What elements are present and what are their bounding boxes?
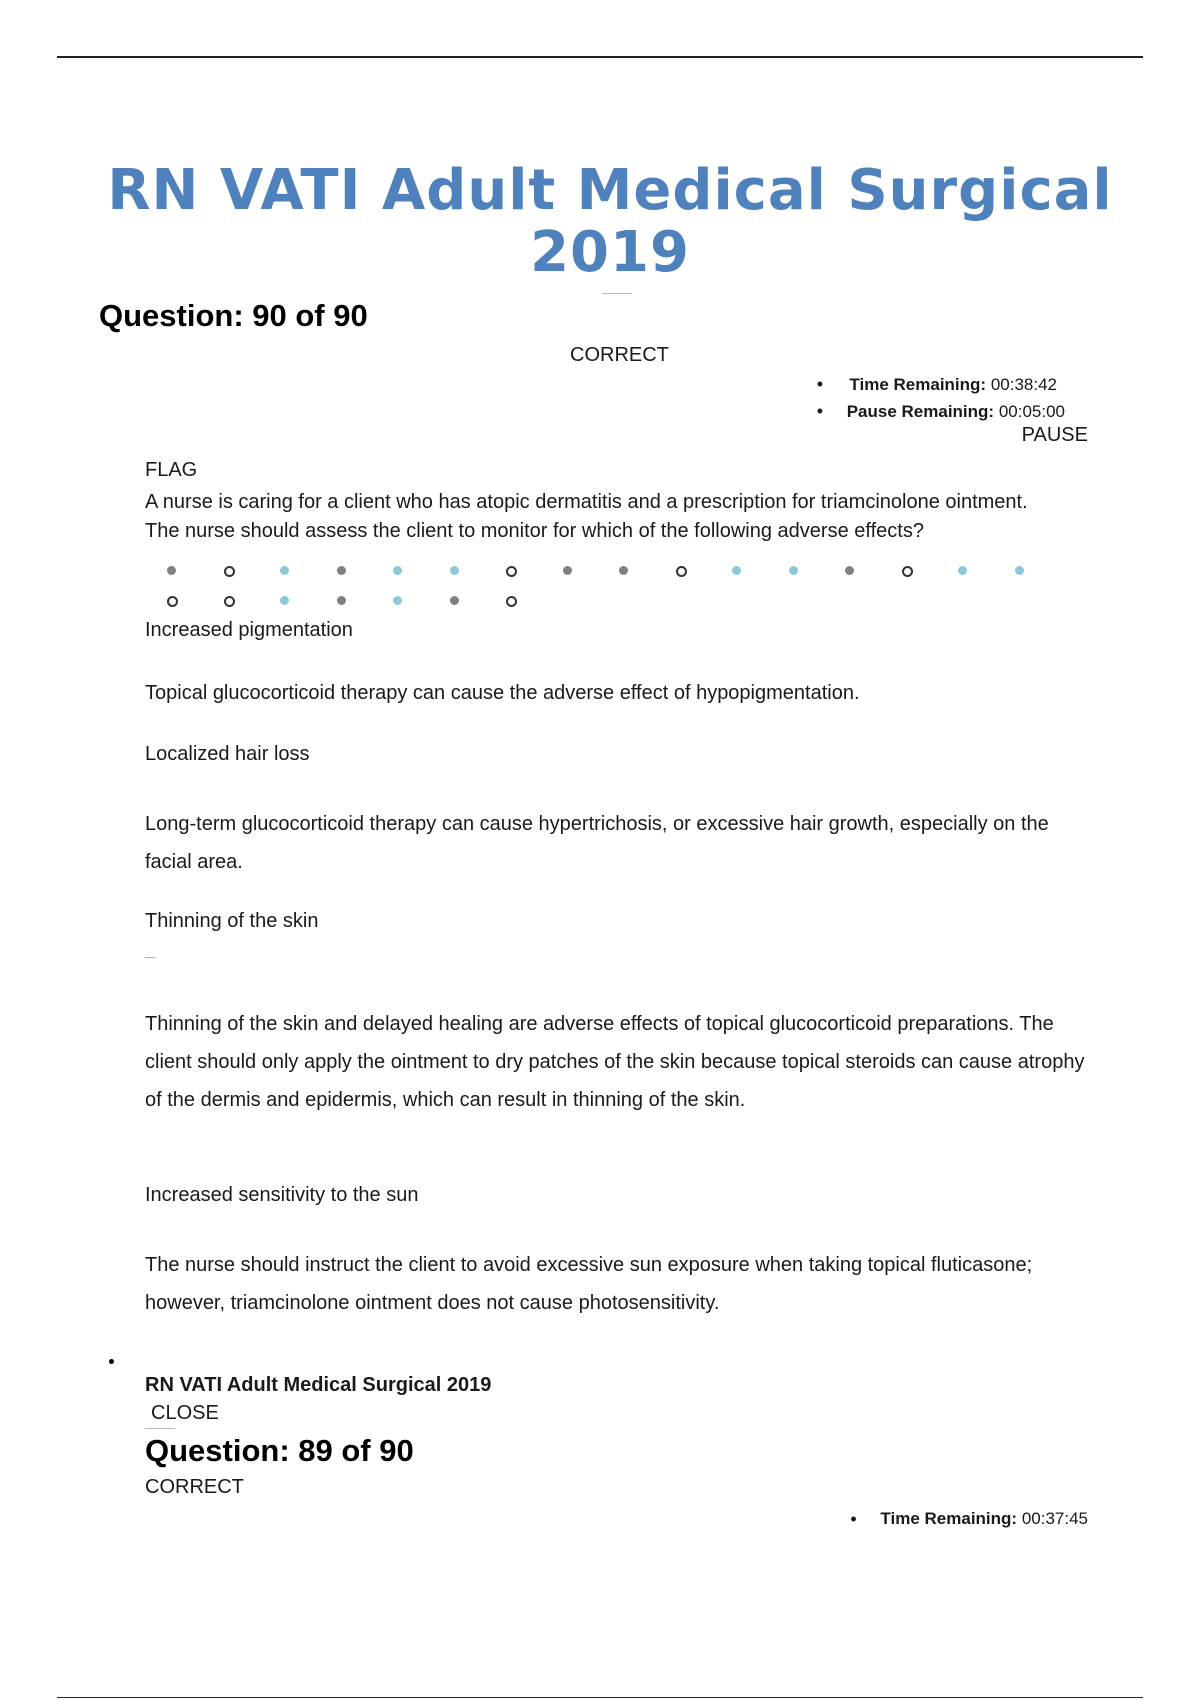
question-stem: A nurse is caring for a client who has atopic dermatitis and a prescription for triamcinolone ointment. The nurse should assess the client to monitor for which of the following adverse effects? xyxy=(145,491,1028,542)
status-correct: CORRECT xyxy=(570,344,669,366)
divider xyxy=(145,957,155,958)
next-section-title: RN VATI Adult Medical Surgical 2019 xyxy=(145,1374,492,1396)
option-3[interactable]: Thinning of the skin xyxy=(145,910,319,932)
progress-dot[interactable] xyxy=(337,566,346,575)
progress-dot[interactable] xyxy=(393,596,402,605)
document-title: RN VATI Adult Medical Surgical 2019 xyxy=(107,158,1113,285)
pause-remaining-value: 00:05:00 xyxy=(998,402,1065,421)
progress-dot[interactable] xyxy=(676,566,687,577)
progress-dot[interactable] xyxy=(732,566,741,575)
progress-dot[interactable] xyxy=(393,566,402,575)
pause-remaining-label: Pause Remaining: xyxy=(846,402,995,421)
rationale-2: Long-term glucocorticoid therapy can cause hypertrichosis, or excessive hair growth, especially on the facial area. xyxy=(145,813,1049,873)
progress-dot[interactable] xyxy=(167,566,176,575)
question-heading: Question: 90 of 90 xyxy=(99,298,368,333)
pause-button[interactable]: PAUSE xyxy=(1021,424,1088,446)
close-button[interactable]: CLOSE xyxy=(151,1402,219,1424)
bullet-icon: • xyxy=(850,1509,857,1529)
option-2[interactable]: Localized hair loss xyxy=(145,743,310,765)
progress-dot[interactable] xyxy=(1015,566,1024,575)
status-correct-2: CORRECT xyxy=(145,1476,244,1498)
top-rule xyxy=(57,56,1143,58)
progress-dot[interactable] xyxy=(563,566,572,575)
time-remaining-2 xyxy=(850,1509,1088,1529)
bullet-icon xyxy=(109,1359,114,1364)
bullet-icon: • xyxy=(816,401,824,421)
option-1[interactable]: Increased pigmentation xyxy=(145,619,353,641)
progress-dot[interactable] xyxy=(450,566,459,575)
progress-dot[interactable] xyxy=(789,566,798,575)
option-4[interactable]: Increased sensitivity to the sun xyxy=(145,1184,419,1206)
progress-dot[interactable] xyxy=(167,596,178,607)
close-underline xyxy=(145,1428,175,1429)
question-heading-2: Question: 89 of 90 xyxy=(145,1433,414,1468)
pause-remaining xyxy=(816,398,1065,425)
title-underline xyxy=(602,293,632,294)
time-remaining-value: 00:38:42 xyxy=(990,375,1057,394)
time-remaining xyxy=(816,371,1057,398)
flag-button[interactable]: FLAG xyxy=(145,459,198,481)
progress-dot[interactable] xyxy=(337,596,346,605)
time-remaining-label-2: Time Remaining: xyxy=(880,1509,1018,1528)
progress-dot[interactable] xyxy=(958,566,967,575)
progress-dot[interactable] xyxy=(450,596,459,605)
progress-dot[interactable] xyxy=(845,566,854,575)
progress-dot[interactable] xyxy=(280,596,289,605)
bottom-rule xyxy=(57,1697,1143,1698)
progress-dot[interactable] xyxy=(506,596,517,607)
rationale-1: Topical glucocorticoid therapy can cause the adverse effect of hypopigmentation. xyxy=(145,682,860,704)
progress-dot[interactable] xyxy=(902,566,913,577)
time-remaining-label: Time Remaining: xyxy=(849,375,987,394)
progress-dot[interactable] xyxy=(280,566,289,575)
rationale-3: Thinning of the skin and delayed healing are adverse effects of topical glucocorticoid preparations. The client should only apply the ointment to dry patches of the skin because topical steroids can cause atrophy of the dermis and epidermis, which can result in thinning of the skin. xyxy=(145,1013,1085,1111)
time-remaining-value-2: 00:37:45 xyxy=(1021,1509,1088,1528)
progress-dot[interactable] xyxy=(506,566,517,577)
progress-dot[interactable] xyxy=(224,566,235,577)
progress-dot[interactable] xyxy=(224,596,235,607)
rationale-4: The nurse should instruct the client to avoid excessive sun exposure when taking topical fluticasone; however, triamcinolone ointment does not cause photosensitivity. xyxy=(145,1254,1033,1314)
bullet-icon: • xyxy=(816,374,824,394)
timer-list xyxy=(816,371,1065,425)
progress-dot[interactable] xyxy=(619,566,628,575)
